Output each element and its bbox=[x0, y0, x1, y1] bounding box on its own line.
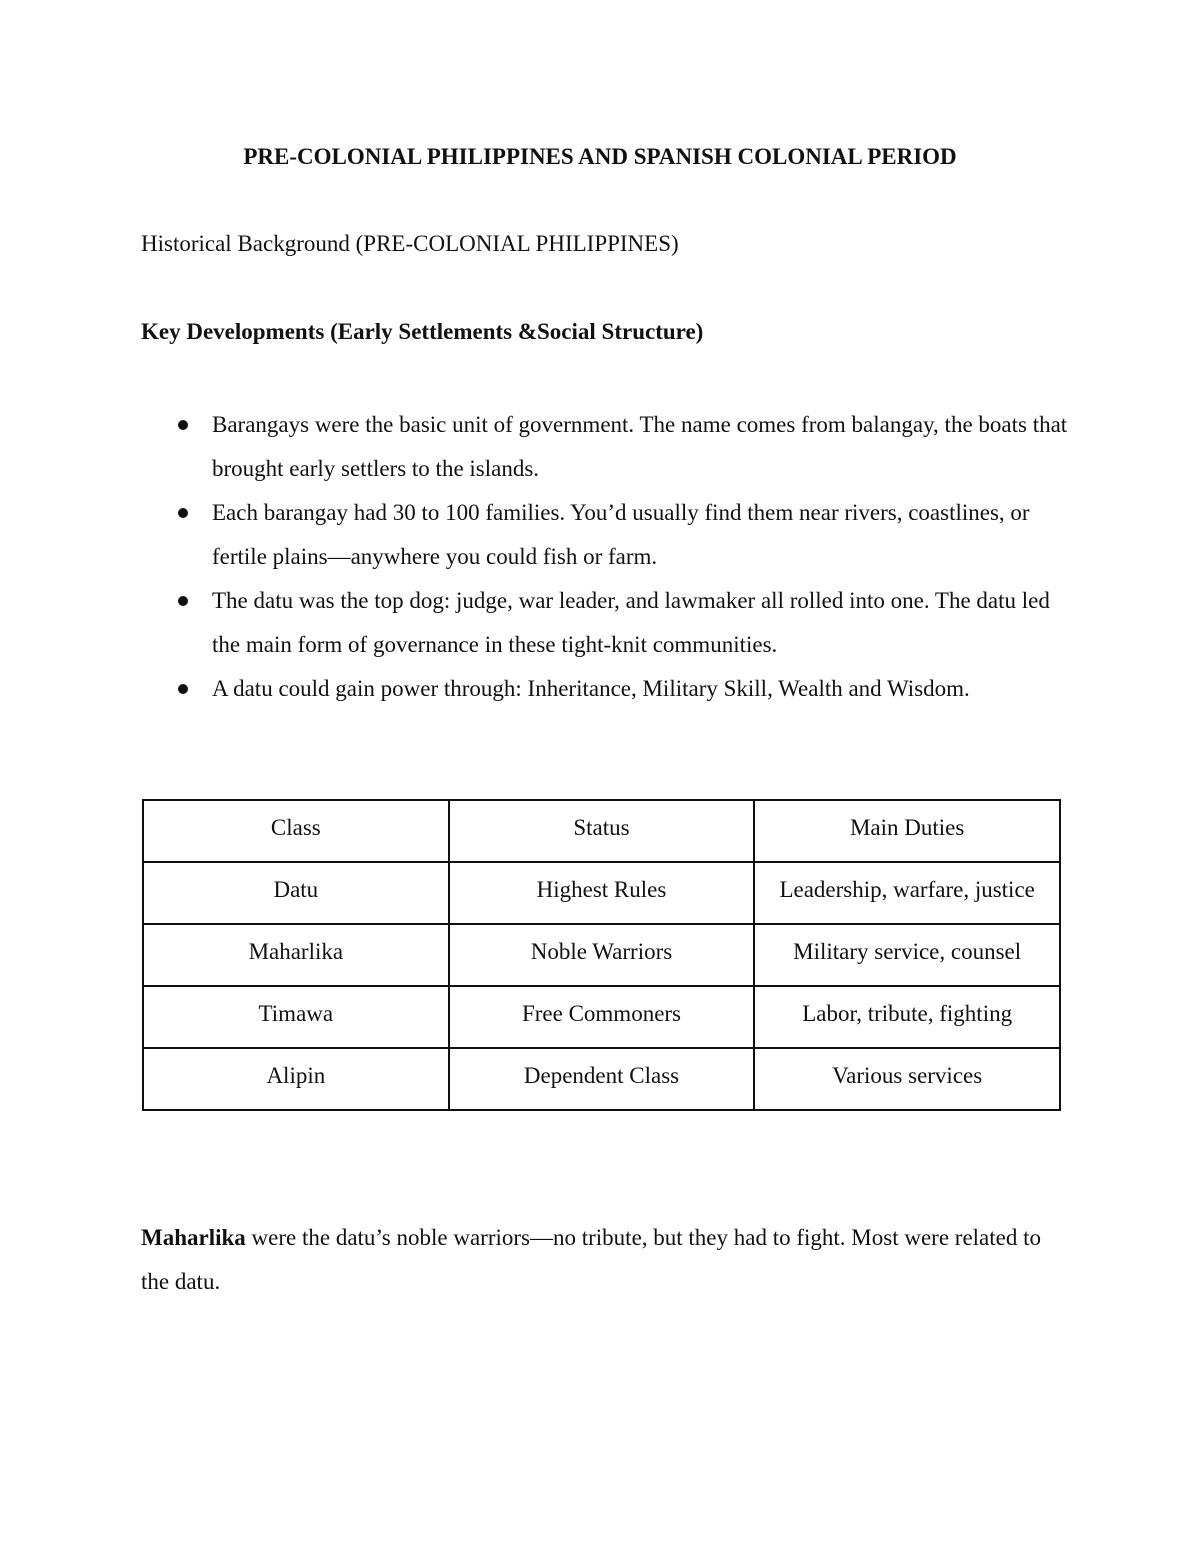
bullet-text: Barangays were the basic unit of government. The name comes from balangay, the boats that brought early settlers to the islands. bbox=[212, 412, 1068, 481]
bullet-item bbox=[178, 403, 1078, 491]
bullet-text: The datu was the top dog: judge, war leader, and lawmaker all rolled into one. The datu led the main form of governance in these tight-knit communities. bbox=[212, 588, 1050, 657]
bullet-icon bbox=[178, 420, 188, 430]
table-header-cell: Class bbox=[143, 800, 449, 862]
closing-paragraph bbox=[141, 1216, 1061, 1304]
closing-bold-term: Maharlika bbox=[141, 1225, 246, 1250]
table-cell: Highest Rules bbox=[449, 862, 755, 924]
bullet-item bbox=[178, 491, 1078, 579]
bullet-list bbox=[178, 403, 1078, 711]
bullet-icon bbox=[178, 684, 188, 694]
key-developments-heading: Key Developments (Early Settlements &Social Structure) bbox=[141, 319, 704, 344]
table-cell: Various services bbox=[754, 1048, 1060, 1110]
social-class-table bbox=[142, 799, 1061, 1111]
table-row bbox=[143, 986, 1060, 1048]
table-cell: Datu bbox=[143, 862, 449, 924]
table-cell: Noble Warriors bbox=[449, 924, 755, 986]
bullet-item bbox=[178, 667, 1078, 711]
table-cell: Timawa bbox=[143, 986, 449, 1048]
bullet-text: A datu could gain power through: Inheritance, Military Skill, Wealth and Wisdom. bbox=[212, 676, 970, 701]
table-header-cell: Main Duties bbox=[754, 800, 1060, 862]
section-heading: Historical Background (PRE-COLONIAL PHILIPPINES) bbox=[141, 231, 679, 256]
table-row bbox=[143, 862, 1060, 924]
table-cell: Alipin bbox=[143, 1048, 449, 1110]
bullet-icon bbox=[178, 508, 188, 518]
table-cell: Military service, counsel bbox=[754, 924, 1060, 986]
table-row bbox=[143, 1048, 1060, 1110]
bullet-text: Each barangay had 30 to 100 families. You’d usually find them near rivers, coastlines, or fertile plains—anywhere you could fish or farm. bbox=[212, 500, 1030, 569]
document-title: PRE-COLONIAL PHILIPPINES AND SPANISH COLONIAL PERIOD bbox=[243, 144, 957, 169]
bullet-icon bbox=[178, 596, 188, 606]
table-header-cell: Status bbox=[449, 800, 755, 862]
table-row bbox=[143, 924, 1060, 986]
table-cell: Dependent Class bbox=[449, 1048, 755, 1110]
closing-text: were the datu’s noble warriors—no tribute, but they had to fight. Most were related to the datu. bbox=[141, 1225, 1041, 1294]
table-cell: Maharlika bbox=[143, 924, 449, 986]
table-header-row bbox=[143, 800, 1060, 862]
bullet-item bbox=[178, 579, 1078, 667]
table-cell: Free Commoners bbox=[449, 986, 755, 1048]
table-cell: Labor, tribute, fighting bbox=[754, 986, 1060, 1048]
table-cell: Leadership, warfare, justice bbox=[754, 862, 1060, 924]
